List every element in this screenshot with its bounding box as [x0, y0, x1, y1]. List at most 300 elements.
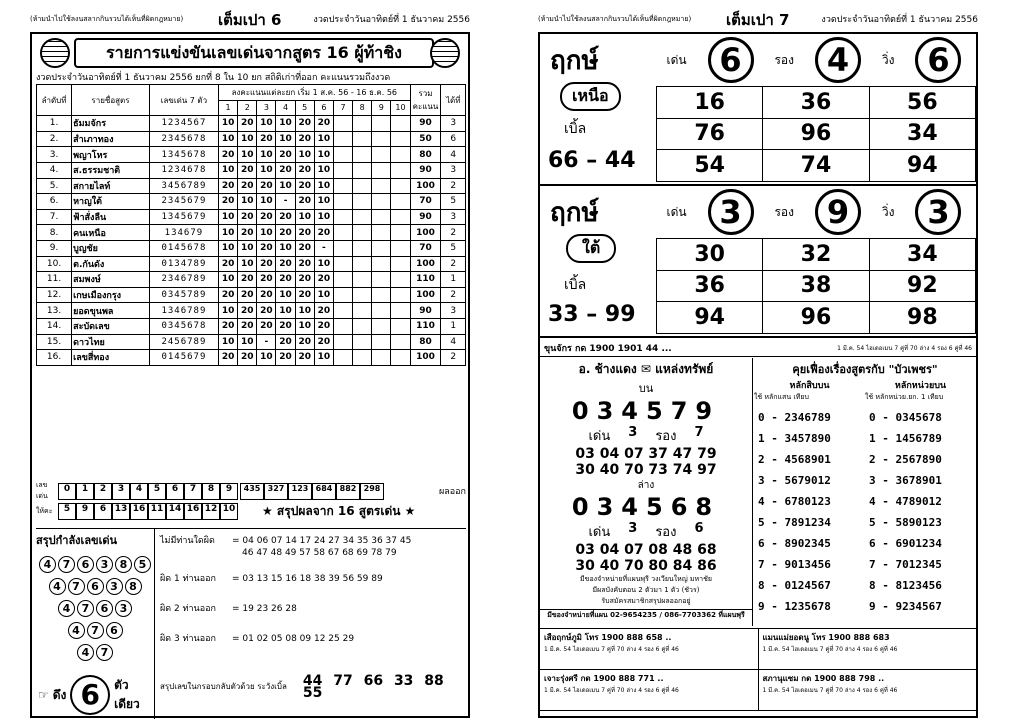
row-place: 6	[441, 131, 466, 147]
row-score	[353, 318, 372, 334]
row-numbers: 1234567	[149, 116, 218, 132]
power-digit: 4	[49, 578, 66, 595]
row-score: 10	[295, 209, 314, 225]
summary-total: 298	[360, 483, 384, 500]
formula-right: 3 - 3678901	[869, 474, 942, 487]
row-score	[391, 225, 410, 241]
box1-line1: 03 04 07 37 47 79	[575, 446, 717, 462]
row-score: 20	[295, 131, 314, 147]
row-score: 20	[238, 162, 257, 178]
col-place: ได้ที่	[441, 85, 466, 116]
row-score: 10	[219, 131, 238, 147]
power-digit: 7	[58, 556, 75, 573]
power-digit: 4	[58, 600, 75, 617]
row-score: 20	[295, 240, 314, 256]
box1-line4: 30 40 70 80 84 86	[575, 558, 717, 574]
row-total: 90	[410, 162, 441, 178]
north-grid-row	[657, 118, 976, 150]
row-place: 2	[441, 225, 466, 241]
power-digit: 3	[115, 600, 132, 617]
summary-total: 684	[312, 483, 336, 500]
round-header: 1	[219, 100, 238, 116]
south-sec-number: 9	[815, 189, 861, 235]
miss1-label: ผิด 1 ท่านออก	[160, 574, 216, 584]
left-page	[30, 6, 470, 718]
row-score: 10	[314, 162, 333, 178]
round-header: 8	[353, 100, 372, 116]
north-run-label: วิ่ง	[881, 52, 895, 67]
south-subtitle: ใต้	[566, 234, 616, 263]
row-score: 10	[314, 147, 333, 163]
row-score	[353, 131, 372, 147]
power-row	[36, 553, 154, 573]
power-digit: 6	[96, 600, 113, 617]
row-score: 10	[314, 194, 333, 210]
box1-main-value-2: 3	[628, 521, 638, 536]
south-run-number: 3	[915, 189, 961, 235]
row-score	[333, 178, 352, 194]
row-score	[391, 240, 410, 256]
miss1-values: 03 13 15 16 18 38 39 56 59 89	[242, 574, 383, 584]
right-page-title: เต็มเปา 7	[726, 11, 790, 29]
left-frame	[30, 32, 470, 718]
row-order: 12.	[37, 287, 72, 303]
formula-row	[754, 554, 976, 575]
row-score: 10	[219, 303, 238, 319]
row-score	[391, 318, 410, 334]
miss0-values-2: 46 47 48 49 57 58 67 68 69 78 79	[242, 548, 397, 558]
col-numbers: เลขเด่น 7 ตัว	[149, 85, 218, 116]
row-score	[353, 209, 372, 225]
row-score	[353, 240, 372, 256]
formula-right: 1 - 1456789	[869, 432, 942, 445]
power-row	[36, 619, 154, 639]
row-numbers: 0345678	[149, 318, 218, 334]
row-score: 20	[314, 225, 333, 241]
north-grid	[656, 86, 976, 182]
round-header: 9	[372, 100, 391, 116]
final-values: 44 77 66 33 88 55	[302, 673, 444, 701]
row-score	[353, 194, 372, 210]
row-score: 10	[219, 162, 238, 178]
miss3-label: ผิด 3 ท่านออก	[160, 634, 216, 644]
row-score	[353, 303, 372, 319]
row-score: 10	[276, 178, 295, 194]
row-order: 13.	[37, 303, 72, 319]
table-row	[37, 131, 466, 147]
row-score	[391, 350, 410, 366]
box1-main-label-2: เด่น	[588, 525, 611, 540]
footer-small: 1 มี.ค. 54 ไฮเดอเมน 7 คู่ที่ 70 ล่าง 4 รอง 6 คู่ที่ 46	[544, 646, 679, 653]
power-digit: 5	[134, 556, 151, 573]
col-name: รายชื่อสูตร	[72, 85, 150, 116]
row-score: 20	[219, 256, 238, 272]
row-score: 10	[257, 162, 276, 178]
row-place: 5	[441, 194, 466, 210]
south-grid-row	[657, 270, 976, 302]
row-score	[353, 334, 372, 350]
row-score: 20	[257, 287, 276, 303]
row-name: ยอดขุนพล	[72, 303, 150, 319]
south-grid-cell: 94	[657, 302, 763, 334]
row-score: 20	[276, 334, 295, 350]
row-score	[353, 287, 372, 303]
row-score: 10	[276, 131, 295, 147]
row-score	[391, 194, 410, 210]
footer-small: 1 มี.ค. 54 ไฮเดอเมน 7 คู่ที่ 70 ล่าง 4 รอง 6 คู่ที่ 46	[762, 687, 898, 694]
row-numbers: 2346789	[149, 272, 218, 288]
summary-label-2: ให้คะ	[36, 506, 53, 515]
north-grid-cell: 94	[869, 150, 975, 182]
row-score	[333, 131, 352, 147]
box1-line2: 30 40 70 73 74 97	[575, 462, 717, 478]
summary-count: 10	[220, 503, 238, 520]
summary-total: 882	[336, 483, 360, 500]
footer-row	[540, 629, 976, 670]
row-score: 20	[257, 272, 276, 288]
power-digit: 4	[68, 622, 85, 639]
row-score	[333, 209, 352, 225]
summary-digit: 5	[148, 483, 166, 500]
row-name: บูญชัย	[72, 240, 150, 256]
left-page-title: เต็มเปา 6	[218, 11, 282, 29]
row-score: 20	[276, 272, 295, 288]
formula-left: 1 - 3457890	[758, 432, 831, 445]
final-label: สรุปเลขในกรอบกลับตัวด้วย ระวังเบิ้ล	[160, 682, 287, 691]
row-score	[372, 147, 391, 163]
summary-count: 14	[166, 503, 184, 520]
box1-upper-label: บน	[638, 382, 654, 395]
right-page	[538, 6, 978, 718]
row-score: -	[314, 240, 333, 256]
row-name: หาญใต้	[72, 194, 150, 210]
row-numbers: 134679	[149, 225, 218, 241]
row-score: 20	[295, 178, 314, 194]
row-score	[333, 303, 352, 319]
row-score: 20	[276, 318, 295, 334]
north-sec-label: รอง	[774, 52, 794, 67]
row-score: 20	[295, 287, 314, 303]
round-header: 3	[257, 100, 276, 116]
row-place: 3	[441, 303, 466, 319]
row-score: 20	[276, 225, 295, 241]
north-subtitle: เหนือ	[560, 82, 621, 111]
summary-digit: 9	[220, 483, 238, 500]
miss0-values: 04 06 07 14 17 24 27 34 35 36 37 45	[242, 536, 412, 546]
formula-row	[754, 512, 976, 533]
formula-right: 4 - 4789012	[869, 495, 942, 508]
table-row	[37, 272, 466, 288]
row-score: 20	[295, 116, 314, 132]
summary-digit: 2	[94, 483, 112, 500]
row-score	[333, 240, 352, 256]
row-place: 4	[441, 147, 466, 163]
row-score	[391, 287, 410, 303]
box1-sec-label-2: รอง	[655, 525, 677, 540]
formula-left: 4 - 6780123	[758, 495, 831, 508]
row-score	[353, 178, 372, 194]
left-header	[30, 6, 470, 28]
north-grid-cell: 16	[657, 87, 763, 119]
row-score	[353, 162, 372, 178]
south-block	[540, 186, 976, 338]
row-score: 20	[314, 318, 333, 334]
box1-upper-digits: 034579	[571, 397, 721, 425]
row-score: 10	[314, 256, 333, 272]
single-label: ดึง	[52, 687, 67, 702]
right-frame	[538, 32, 978, 718]
row-numbers: 0145678	[149, 240, 218, 256]
row-score: 10	[314, 131, 333, 147]
formula-row	[754, 575, 976, 596]
row-score: 10	[257, 225, 276, 241]
summary-caption: ★ สรุปผลจาก 16 สูตรเด่น ★	[262, 503, 416, 518]
footer-small: 1 มี.ค. 54 ไฮเดอเมน 7 คู่ที่ 70 ล่าง 4 รอง 6 คู่ที่ 46	[544, 687, 679, 694]
summary-total: 327	[264, 483, 288, 500]
formula-right: 0 - 0345678	[869, 411, 942, 424]
summary-digit: 4	[130, 483, 148, 500]
row-name: สะบัดเลข	[72, 318, 150, 334]
row-score: -	[257, 334, 276, 350]
power-row	[36, 575, 154, 595]
row-score: 20	[276, 147, 295, 163]
footer-row	[540, 670, 976, 711]
row-score: 20	[219, 287, 238, 303]
row-score	[372, 240, 391, 256]
table-row	[37, 147, 466, 163]
power-digit: 4	[39, 556, 56, 573]
north-pair: 66 – 44	[548, 148, 636, 173]
table-row	[37, 225, 466, 241]
south-double-label: เบิ้ล	[564, 277, 587, 293]
power-row	[36, 641, 154, 661]
row-score: 10	[238, 131, 257, 147]
south-sec-label: รอง	[774, 204, 794, 219]
row-place: 2	[441, 287, 466, 303]
row-score	[333, 350, 352, 366]
south-grid-cell: 34	[869, 239, 975, 271]
north-grid-cell: 74	[763, 150, 869, 182]
formula-right: 8 - 8123456	[869, 579, 942, 592]
row-order: 16.	[37, 350, 72, 366]
summary-out: ผลออก	[438, 487, 466, 497]
row-total: 100	[410, 350, 441, 366]
row-score	[333, 194, 352, 210]
row-score	[391, 178, 410, 194]
row-score	[353, 350, 372, 366]
row-score: 20	[257, 303, 276, 319]
row-score: 10	[257, 116, 276, 132]
row-score: 20	[238, 272, 257, 288]
south-grid-cell: 98	[869, 302, 975, 334]
table-row	[37, 350, 466, 366]
row-score	[391, 303, 410, 319]
right-header-note: (ห้ามนำไปใช้ลงนสลากกินรวบได้เห็นที่ผิดกฎหมาย)	[538, 15, 692, 23]
row-score	[353, 225, 372, 241]
row-score: 10	[219, 334, 238, 350]
row-score: 20	[314, 303, 333, 319]
row-score: 20	[276, 162, 295, 178]
row-total: 100	[410, 287, 441, 303]
north-grid-cell: 34	[869, 118, 975, 150]
col-rounds: ลงคะแนนแต่ละยก เริ่ม 1 ส.ค. 56 - 16 ธ.ค. 56	[219, 85, 411, 101]
row-score	[391, 131, 410, 147]
footer-small: 1 มี.ค. 54 ไฮเดอเมน 7 คู่ที่ 70 ล่าง 4 รอง 6 คู่ที่ 46	[762, 646, 898, 653]
table-row	[37, 287, 466, 303]
globe-icon	[430, 38, 460, 68]
south-grid	[656, 238, 976, 334]
summary-count: 16	[130, 503, 148, 520]
row-score: 20	[257, 318, 276, 334]
box1-sec-label: รอง	[655, 429, 677, 444]
row-score: 20	[238, 287, 257, 303]
south-grid-row	[657, 302, 976, 334]
row-numbers: 1345679	[149, 209, 218, 225]
power-title: สรุปกำลังเลขเด่น	[36, 534, 117, 547]
col-total: รวม คะแนน	[410, 85, 441, 116]
row-score: 10	[238, 240, 257, 256]
row-score: 20	[219, 350, 238, 366]
row-score	[333, 162, 352, 178]
info-bar-left: ขุนจักร กด 1900 1901 44 ...	[544, 344, 672, 354]
round-header: 4	[276, 100, 295, 116]
row-score	[372, 178, 391, 194]
left-header-date: งวดประจำวันอาทิตย์ที่ 1 ธันวาคม 2556	[313, 15, 470, 25]
row-place: 2	[441, 350, 466, 366]
south-run-label: วิ่ง	[881, 204, 895, 219]
row-numbers: 0134789	[149, 256, 218, 272]
footer-text: แมนแม่ยอดนู โทร 1900 888 683	[762, 633, 890, 642]
row-score	[333, 287, 352, 303]
power-digit: 6	[77, 556, 94, 573]
formula-left: 2 - 4568901	[758, 453, 831, 466]
row-total: 50	[410, 131, 441, 147]
row-total: 80	[410, 334, 441, 350]
row-score: 20	[295, 162, 314, 178]
row-order: 7.	[37, 209, 72, 225]
formula-left: 7 - 9013456	[758, 558, 831, 571]
table-row	[37, 209, 466, 225]
row-score: 20	[219, 178, 238, 194]
row-order: 11.	[37, 272, 72, 288]
row-score	[391, 116, 410, 132]
summary-count: 6	[94, 503, 112, 520]
row-name: พญาโหร	[72, 147, 150, 163]
scoreboard-title: รายการแข่งขันเลขเด่นจากสูตร 16 ผู้ท้าชิง	[74, 38, 434, 68]
power-digit: 6	[106, 622, 123, 639]
row-score	[372, 272, 391, 288]
scoreboard-table	[36, 84, 466, 366]
row-score: 20	[276, 256, 295, 272]
row-score: 10	[257, 194, 276, 210]
row-score: 20	[219, 194, 238, 210]
row-score	[372, 318, 391, 334]
row-score	[391, 272, 410, 288]
row-score: 20	[295, 194, 314, 210]
row-score: 20	[238, 178, 257, 194]
row-total: 100	[410, 178, 441, 194]
box2-col-a: หลักสิบบน	[789, 381, 830, 391]
row-score: 20	[276, 209, 295, 225]
row-total: 90	[410, 209, 441, 225]
summary-count: 12	[202, 503, 220, 520]
scoreboard-subtitle: งวดประจำวันอาทิตย์ที่ 1 ธันวาคม 2556 ยกที่ 8 ใน 10 ยก สถิติเก่าที่ออก คะแนนรวมถึงงวด	[36, 73, 391, 83]
row-score: 20	[219, 147, 238, 163]
row-score	[333, 225, 352, 241]
south-grid-row	[657, 239, 976, 271]
footer-cell	[540, 670, 759, 710]
north-grid-cell: 56	[869, 87, 975, 119]
row-score: 10	[314, 287, 333, 303]
north-double-label: เบิ้ล	[564, 121, 587, 137]
table-row	[37, 116, 466, 132]
power-digit: 7	[77, 600, 94, 617]
row-score	[372, 350, 391, 366]
box-chang-daeng	[540, 358, 753, 626]
row-name: ธัมมจักร	[72, 116, 150, 132]
round-header: 2	[238, 100, 257, 116]
north-grid-cell: 76	[657, 118, 763, 150]
box1-main-value: 3	[628, 425, 638, 440]
row-score: 20	[238, 116, 257, 132]
row-place: 1	[441, 318, 466, 334]
row-score: 10	[276, 287, 295, 303]
summary-label: เลขเด่น	[36, 481, 48, 500]
row-score: 10	[276, 116, 295, 132]
summary-count: 9	[76, 503, 94, 520]
north-main-label: เด่น	[666, 52, 687, 67]
box1-note3: รับสมัครสมาชิกสรุปผลออกอยู่	[601, 597, 691, 605]
box1-sec-value: 7	[694, 425, 704, 440]
row-name: คนเหนือ	[72, 225, 150, 241]
row-score: 10	[276, 240, 295, 256]
row-total: 70	[410, 194, 441, 210]
formula-row	[754, 407, 976, 428]
north-grid-cell: 96	[763, 118, 869, 150]
row-order: 10.	[37, 256, 72, 272]
power-digit: 8	[125, 578, 142, 595]
box1-line3: 03 04 07 08 48 68	[575, 542, 717, 558]
row-score: 10	[238, 194, 257, 210]
row-score: 10	[219, 272, 238, 288]
formula-left: 8 - 0124567	[758, 579, 831, 592]
row-numbers: 3456789	[149, 178, 218, 194]
row-numbers: 2345679	[149, 194, 218, 210]
row-score: 20	[219, 318, 238, 334]
row-score: 20	[295, 272, 314, 288]
row-score	[372, 303, 391, 319]
right-header-date: งวดประจำวันอาทิตย์ที่ 1 ธันวาคม 2556	[821, 15, 978, 25]
row-score	[333, 256, 352, 272]
box2-col-b-sub: ใช้ หลักหน่วย.ยก. 1 เทียบ	[865, 393, 944, 401]
summary-digit: 3	[112, 483, 130, 500]
row-place: 1	[441, 272, 466, 288]
box2-col-a-sub: ใช้ หลักแสน เทียบ	[754, 393, 809, 401]
row-place: 5	[441, 240, 466, 256]
summary-rows	[36, 482, 466, 520]
summary-total: 435	[240, 483, 264, 500]
row-score: 10	[219, 240, 238, 256]
summary-digit: 8	[202, 483, 220, 500]
row-place: 2	[441, 256, 466, 272]
summary-count: 16	[184, 503, 202, 520]
south-main-label: เด่น	[666, 204, 687, 219]
row-place: 4	[441, 334, 466, 350]
row-score: 20	[314, 116, 333, 132]
formula-row	[754, 428, 976, 449]
footer-text: เสือฤกษ์ภูมิ โทร 1900 888 658 ..	[544, 633, 672, 642]
row-score	[372, 287, 391, 303]
